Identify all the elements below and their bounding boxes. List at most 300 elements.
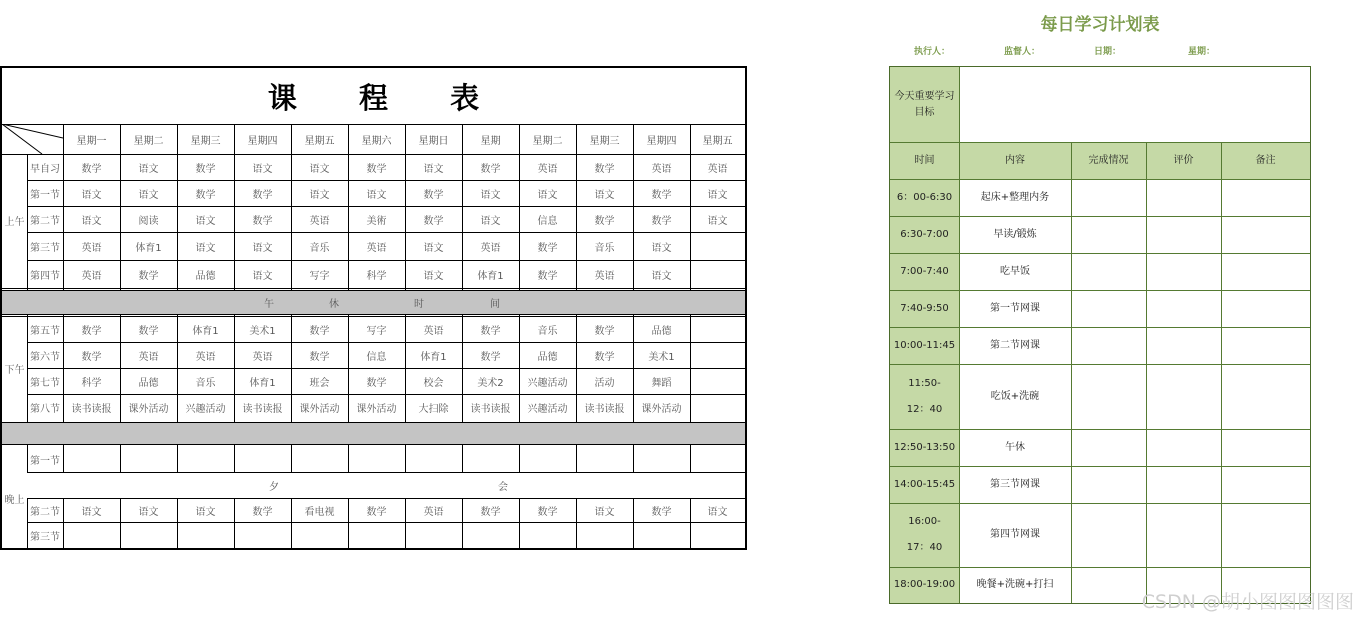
rule [348,314,349,422]
plan-content: 早读/锻炼 [993,228,1037,240]
class-cell [120,446,177,472]
class-cell: 课外活动 [128,403,169,415]
day-header: 星期日 [418,135,449,147]
class-cell: 语文 [651,270,672,282]
plan-time: 18:00-19:00 [893,579,956,590]
plan-empty-cell[interactable] [1221,503,1310,567]
class-cell [348,522,405,548]
rule [462,124,463,290]
plan-time: 7:40-9:50 [900,302,949,314]
period-label: 第二节 [30,506,60,518]
class-cell: 英语 [138,351,159,363]
class-cell: 科学 [81,377,102,389]
plan-time: 7:00-7:40 [900,265,949,277]
meta-supervisor: 监督人： [1004,47,1041,57]
plan-empty-cell[interactable] [1146,290,1221,327]
rule [27,472,745,473]
class-cell [519,522,576,548]
rule [27,522,745,523]
class-cell: 语文 [309,163,330,175]
class-cell: 语文 [309,189,330,201]
plan-empty-cell[interactable] [1146,216,1221,253]
plan-content: 第三节网课 [990,478,1040,490]
day-header: 星期三 [589,135,620,147]
rule [27,394,745,395]
class-cell: 数学 [252,506,273,518]
class-cell: 语文 [651,242,672,254]
class-cell: 品德 [537,351,558,363]
period-label: 第八节 [30,403,60,415]
rule [27,368,745,369]
rule [27,498,745,499]
rule [405,444,406,472]
class-cell: 兴趣活动 [527,403,568,415]
rule [177,498,178,548]
rule [27,180,745,181]
plan-empty-cell[interactable] [1146,179,1221,216]
rule [348,498,349,548]
class-cell: 舞蹈 [651,377,672,389]
class-cell: 数学 [195,163,216,175]
class-cell: 信息 [366,351,387,363]
day-header: 星期六 [361,135,392,147]
plan-title: 每日学习计划表 [1040,15,1160,35]
rule [519,498,520,548]
rule [890,429,1310,430]
class-cell [690,232,745,260]
class-cell: 数学 [594,325,615,337]
day-header: 星期二 [532,135,563,147]
plan-content: 第四节网课 [990,529,1040,540]
rule [120,444,121,472]
evening-label: 晚上 [4,494,25,506]
class-cell: 课外活动 [299,403,340,415]
rule [462,498,463,548]
class-cell [690,394,745,420]
plan-empty-cell[interactable] [1221,466,1310,503]
class-cell: 语文 [138,189,159,201]
class-cell: 英语 [309,215,330,227]
class-cell: 英语 [252,351,273,363]
rule [27,154,28,290]
class-cell [405,522,462,548]
day-header: 星期四 [247,135,278,147]
day-header: 星期三 [190,135,221,147]
class-cell [690,522,745,548]
plan-empty-cell[interactable] [1221,290,1310,327]
plan-content: 午休 [1005,441,1025,453]
plan-time: 6：00-6:30 [896,191,953,203]
class-cell: 读书读报 [470,403,511,415]
noon-break-text: 时 [414,298,424,310]
plan-header: 备注 [1255,154,1276,166]
plan-empty-cell[interactable] [1071,429,1146,466]
class-cell: 校会 [423,377,444,389]
class-cell: 数学 [537,242,558,254]
class-cell: 数学 [651,189,672,201]
rule [690,444,691,472]
evening-break-band [2,422,745,444]
class-cell [234,446,291,472]
class-cell: 大扫除 [418,403,449,415]
rule [462,444,463,472]
class-cell: 体育1 [420,351,447,363]
rule [576,498,577,548]
plan-empty-cell[interactable] [1071,253,1146,290]
class-cell: 语文 [195,242,216,254]
plan-empty-cell[interactable] [1071,327,1146,364]
plan-empty-cell[interactable] [1146,429,1221,466]
class-cell: 科学 [366,270,387,282]
meta-date: 日期： [1094,47,1122,57]
rule [120,314,121,422]
class-cell [633,522,690,548]
period-label: 第六节 [30,351,60,363]
period-label: 第七节 [30,377,60,389]
class-cell: 数学 [537,270,558,282]
rule [890,142,1310,143]
meta-weekday: 星期： [1188,47,1216,57]
plan-time: 12:50-13:50 [893,441,956,453]
class-cell [576,522,633,548]
rule [2,422,745,423]
rule [291,314,292,422]
rule [462,314,463,422]
class-cell: 英语 [707,163,728,175]
class-cell: 数学 [81,163,102,175]
diagonal-header-cell [2,124,63,154]
class-cell: 英语 [81,242,102,254]
class-cell: 数学 [594,351,615,363]
plan-empty-cell[interactable] [1146,364,1221,429]
class-cell: 兴趣活动 [527,377,568,389]
rule [234,444,235,472]
plan-empty-cell[interactable] [1146,503,1221,567]
class-cell: 音乐 [195,377,216,389]
class-cell [120,522,177,548]
plan-empty-cell[interactable] [1071,364,1146,429]
class-cell: 数学 [252,215,273,227]
class-cell: 语文 [480,215,501,227]
plan-empty-cell[interactable] [1071,179,1146,216]
rule [291,124,292,290]
rule [177,444,178,472]
day-header: 星期二 [133,135,164,147]
class-cell: 体育1 [249,377,276,389]
rule [291,444,292,472]
period-label: 第二节 [30,215,60,227]
rule [633,498,634,548]
class-cell: 语文 [81,506,102,518]
rule [27,314,28,422]
class-cell: 数学 [138,325,159,337]
class-cell: 语文 [423,270,444,282]
class-cell: 数学 [366,377,387,389]
rule [177,124,178,290]
period-label: 第四节 [30,270,60,282]
class-cell: 数学 [480,506,501,518]
plan-empty-cell[interactable] [1221,429,1310,466]
goal-label: 今天重要学习目标 [894,90,955,118]
class-cell: 语文 [594,506,615,518]
rule [27,444,28,472]
class-cell [690,260,745,288]
rule [519,314,520,422]
rule [519,444,520,472]
class-cell [348,446,405,472]
rule [177,314,178,422]
class-cell: 英语 [81,270,102,282]
class-cell: 数学 [651,506,672,518]
class-cell: 语文 [537,189,558,201]
class-cell: 语文 [366,189,387,201]
class-cell: 数学 [138,270,159,282]
class-cell: 语文 [594,189,615,201]
period-label: 第三节 [30,242,60,254]
class-cell: 数学 [81,351,102,363]
class-cell: 音乐 [309,242,330,254]
class-cell: 语文 [252,270,273,282]
rule [576,444,577,472]
class-cell: 语文 [423,242,444,254]
class-cell: 语文 [707,189,728,201]
rule [890,503,1310,504]
class-cell: 语文 [195,215,216,227]
period-label: 第五节 [30,325,60,337]
class-cell [462,446,519,472]
class-cell: 数学 [480,163,501,175]
plan-time: 14:00-15:45 [893,478,956,490]
plan-empty-cell[interactable] [1071,466,1146,503]
class-cell: 美术2 [477,377,504,389]
class-cell: 活动 [594,377,615,389]
class-cell: 兴趣活动 [185,403,226,415]
class-cell: 语文 [195,506,216,518]
class-cell: 语文 [81,189,102,201]
class-cell: 英语 [480,242,501,254]
plan-time: 6:30-7:00 [900,228,949,240]
class-cell: 信息 [537,215,558,227]
rule [405,498,406,548]
rule [633,444,634,472]
class-cell: 英语 [594,270,615,282]
rule [63,314,64,422]
plan-time: 16:00-17：40 [906,516,943,553]
rule [690,314,691,422]
class-cell [690,446,745,472]
class-cell [63,522,120,548]
day-header: 星期五 [702,135,733,147]
class-cell: 数学 [537,506,558,518]
class-cell: 数学 [423,215,444,227]
class-cell: 品德 [138,377,159,389]
plan-empty-cell[interactable] [1071,567,1146,603]
rule [633,124,634,290]
class-cell: 写字 [366,325,387,337]
class-cell: 课外活动 [356,403,397,415]
plan-header: 内容 [1005,154,1025,166]
plan-empty-cell[interactable] [1221,327,1310,364]
rule [1071,142,1072,603]
class-cell [405,446,462,472]
plan-empty-cell[interactable] [1071,503,1146,567]
day-header: 星期四 [646,135,677,147]
plan-empty-cell[interactable] [1071,216,1146,253]
class-cell: 体育1 [135,242,162,254]
class-cell: 数学 [252,189,273,201]
rule [405,124,406,290]
class-cell: 英语 [537,163,558,175]
class-cell: 语文 [81,215,102,227]
meta-executor: 执行人： [914,47,951,57]
rule [890,253,1310,254]
plan-content: 晚餐+洗碗+打扫 [976,579,1054,590]
plan-content: 第二节网课 [990,339,1040,351]
rule [890,327,1310,328]
class-cell: 数学 [594,215,615,227]
plan-empty-cell[interactable] [1221,364,1310,429]
class-cell: 班会 [309,377,330,389]
class-cell: 英语 [651,163,672,175]
plan-header: 评价 [1173,154,1194,166]
evening-break-text: 会 [498,481,508,493]
rule [234,498,235,548]
rule [291,498,292,548]
rule [1146,142,1147,603]
evening-break-text: 夕 [269,481,279,493]
plan-empty-cell[interactable] [1221,253,1310,290]
rule [63,444,64,472]
class-cell [576,446,633,472]
rule [576,124,577,290]
plan-empty-cell[interactable] [1071,290,1146,327]
noon-break-band [2,290,745,314]
class-cell [291,522,348,548]
rule [348,444,349,472]
rule [27,498,28,548]
class-cell: 数学 [651,215,672,227]
class-cell: 美术1 [648,351,675,363]
class-cell: 数学 [366,506,387,518]
rule [2,290,745,291]
class-cell: 英语 [366,242,387,254]
day-header: 星期五 [304,135,335,147]
class-cell: 音乐 [594,242,615,254]
plan-empty-cell[interactable] [1221,179,1310,216]
class-cell: 英语 [423,325,444,337]
noon-break-text: 午 [264,298,274,310]
period-label: 第一节 [30,189,60,201]
rule [633,314,634,422]
class-cell: 读书读报 [584,403,625,415]
rule [890,466,1310,467]
plan-header: 时间 [914,154,935,166]
daily-plan-table [889,66,1311,604]
rule [120,124,121,290]
rule [1221,142,1222,603]
plan-time: 11:50-12：40 [906,377,943,415]
class-cell: 阅读 [138,215,159,227]
class-cell [519,446,576,472]
rule [27,342,745,343]
class-cell: 体育1 [192,325,219,337]
afternoon-label: 下午 [4,364,25,376]
rule [405,314,406,422]
rule [27,206,745,207]
plan-empty-cell[interactable] [1146,327,1221,364]
class-cell: 数学 [480,325,501,337]
class-cell: 数学 [195,189,216,201]
class-cell [177,446,234,472]
plan-content: 吃饭+洗碗 [990,390,1040,402]
rule [519,124,520,290]
rule [690,124,691,290]
period-label: 第一节 [30,455,60,467]
class-cell [633,446,690,472]
class-schedule [0,66,747,550]
class-cell: 语文 [707,215,728,227]
plan-empty-cell[interactable] [1221,216,1310,253]
day-header: 星期一 [76,135,107,147]
class-cell [177,522,234,548]
period-label: 第三节 [30,531,60,543]
class-cell: 语文 [138,163,159,175]
noon-break-text: 休 [329,298,339,310]
class-cell: 音乐 [537,325,558,337]
class-cell: 语文 [423,163,444,175]
rule [890,364,1310,365]
class-cell [234,522,291,548]
class-cell: 读书读报 [71,403,112,415]
class-cell: 美术1 [249,325,276,337]
morning-label: 上午 [4,216,25,228]
watermark: CSDN @胡小图图图图图 [1141,591,1354,613]
class-cell: 品德 [195,270,216,282]
schedule-title: 课 程 表 [267,80,506,115]
class-cell: 英语 [423,506,444,518]
class-cell: 品德 [651,325,672,337]
class-cell: 读书读报 [242,403,283,415]
class-cell [690,316,745,342]
plan-content: 吃早饭 [1000,265,1030,277]
class-cell: 语文 [138,506,159,518]
rule [27,232,745,233]
class-cell: 语文 [252,242,273,254]
class-cell: 数学 [309,325,330,337]
class-cell: 数学 [366,163,387,175]
plan-content: 第一节网课 [990,302,1040,314]
class-cell [63,446,120,472]
class-cell: 数学 [81,325,102,337]
class-cell: 看电视 [304,506,335,518]
plan-content: 起床+整理内务 [980,191,1050,203]
class-cell: 数学 [423,189,444,201]
class-cell [690,342,745,368]
class-cell: 数学 [309,351,330,363]
plan-empty-cell[interactable] [1146,466,1221,503]
plan-empty-cell[interactable] [1146,253,1221,290]
plan-time: 10:00-11:45 [893,339,956,351]
rule [890,216,1310,217]
class-cell: 体育1 [477,270,504,282]
class-cell: 写字 [309,270,330,282]
rule [348,124,349,290]
rule [959,67,960,603]
class-cell: 数学 [480,351,501,363]
rule [890,567,1310,568]
class-cell: 语文 [707,506,728,518]
rule [890,179,1310,180]
